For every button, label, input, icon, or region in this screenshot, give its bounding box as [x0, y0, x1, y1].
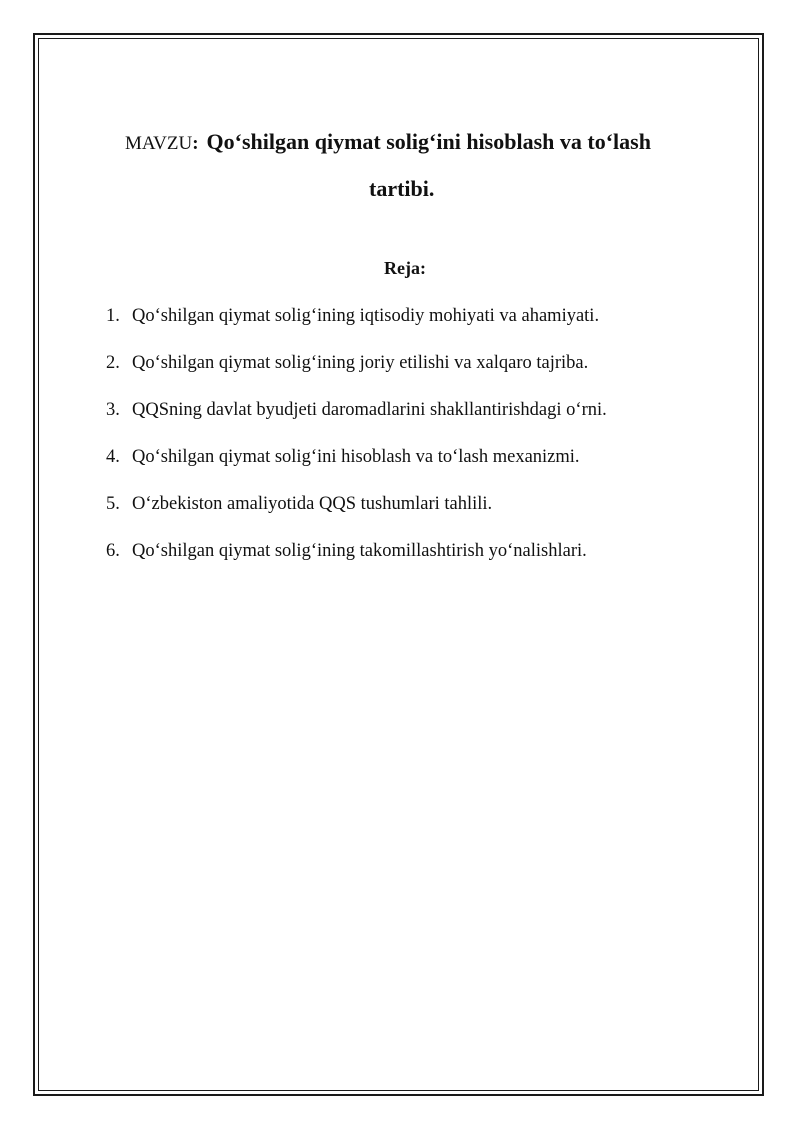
- topic-title: [60, 120, 760, 211]
- plan-heading: Reja:: [384, 258, 426, 278]
- plan-list: [106, 301, 607, 583]
- topic-title-text: Qo‘shilgan qiymat solig‘ini hisoblash va to‘lash: [206, 129, 651, 154]
- plan-item: [106, 536, 607, 583]
- plan-item-text: Qo‘shilgan qiymat solig‘ining joriy etilishi va xalqaro tajriba.: [132, 353, 589, 373]
- plan-item-text: Qo‘shilgan qiymat solig‘ining iqtisodiy mohiyati va ahamiyati.: [132, 306, 600, 326]
- plan-item-text: O‘zbekiston amaliyotida QQS tushumlari tahlili.: [132, 494, 493, 514]
- plan-item-number: 1.: [106, 306, 120, 326]
- plan-item-number: 4.: [106, 447, 120, 467]
- plan-item-number: 2.: [106, 353, 120, 373]
- plan-item: [106, 301, 607, 348]
- plan-item: [106, 348, 607, 395]
- plan-item: [106, 395, 607, 442]
- title-line-1: [60, 120, 760, 167]
- topic-colon: :: [192, 133, 199, 154]
- plan-item-number: 6.: [106, 541, 120, 561]
- plan-item-number: 3.: [106, 400, 120, 420]
- topic-title-continuation: tartibi.: [369, 176, 435, 201]
- plan-item-text: Qo‘shilgan qiymat solig‘ining takomillashtirish yo‘nalishlari.: [132, 541, 587, 561]
- plan-item-text: Qo‘shilgan qiymat solig‘ini hisoblash va to‘lash mexanizmi.: [132, 447, 580, 467]
- plan-item: [106, 489, 607, 536]
- plan-item-number: 5.: [106, 494, 120, 514]
- plan-item-text: QQSning davlat byudjeti daromadlarini shakllantirishdagi o‘rni.: [132, 400, 607, 420]
- plan-item: [106, 442, 607, 489]
- topic-label: MAVZU: [125, 133, 193, 154]
